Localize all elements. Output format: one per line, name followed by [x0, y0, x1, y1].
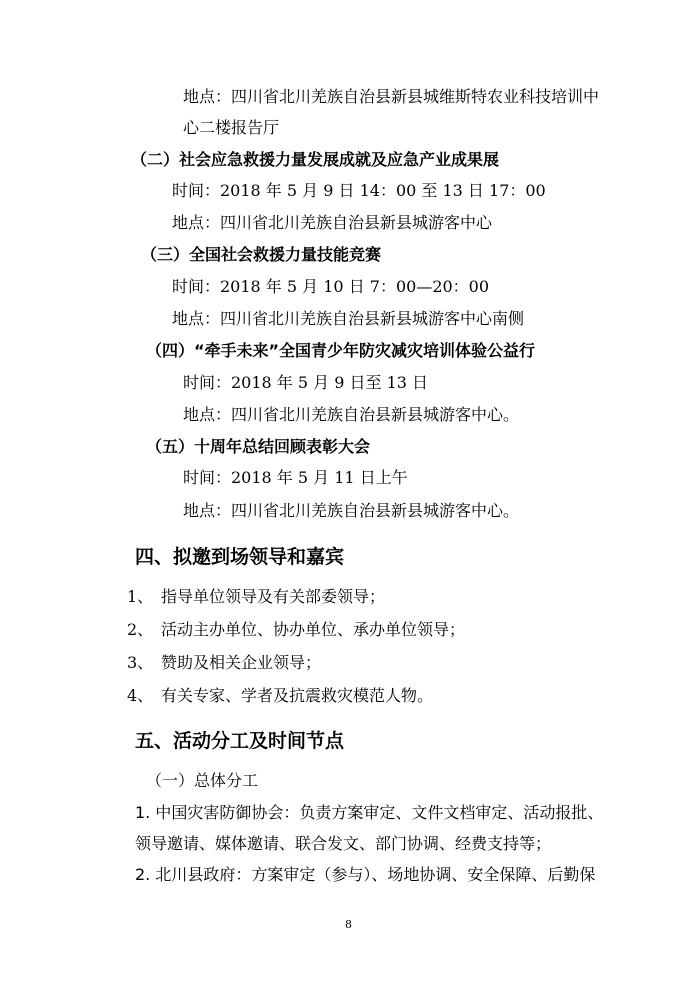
item3-location: 地点：四川省北川羌族自治县新县城游客中心南侧: [172, 309, 525, 328]
list-text: 指导单位领导及有关部委领导；: [161, 587, 386, 606]
section4-heading: 四、拟邀到场领导和嘉宾: [135, 546, 345, 568]
item5-time: 时间：2018 年 5 月 11 日上午: [183, 468, 408, 487]
page-number: 8: [345, 918, 352, 931]
list-item: [127, 652, 321, 674]
list-number: 4、: [127, 686, 154, 705]
item4-time: 时间：2018 年 5 月 9 日至 13 日: [183, 373, 429, 392]
paragraph-2-text: 方案审定（参与）、场地协调、安全保障、后勤保: [251, 865, 596, 884]
paragraph-1-cont: 领导邀请、媒体邀请、联合发文、部门协调、经费支持等；: [135, 834, 552, 853]
item2-title: （二）社会应急救援力量发展成就及应急产业成果展: [131, 150, 500, 169]
list-text: 活动主办单位、协办单位、承办单位领导；: [161, 620, 466, 639]
location-item1-line2: 心二楼报告厅: [183, 118, 280, 137]
item3-time: 时间：2018 年 5 月 10 日 7：00—20：00: [172, 277, 490, 296]
list-number: 3、: [127, 653, 154, 672]
list-item: [127, 619, 465, 641]
item5-title: （五）十周年总结回顾表彰大会: [146, 437, 371, 456]
location-item1-line1: 地点：四川省北川羌族自治县新县城维斯特农业科技培训中: [183, 87, 600, 106]
list-item: [127, 685, 433, 707]
item2-location: 地点：四川省北川羌族自治县新县城游客中心: [172, 213, 493, 232]
paragraph-2: [135, 864, 595, 886]
paragraph-1-text: 负责方案审定、文件文档审定、活动报批、: [299, 803, 604, 822]
list-item: [127, 586, 385, 608]
list-number: 2、: [127, 620, 154, 639]
paragraph-2-label: 2. 北川县政府：: [135, 865, 252, 884]
item5-location: 地点：四川省北川羌族自治县新县城游客中心。: [183, 501, 520, 520]
item4-title: （四）“牵手未来”全国青少年防灾减灾培训体验公益行: [146, 341, 536, 360]
section5-heading: 五、活动分工及时间节点: [135, 730, 345, 752]
paragraph-1: [135, 802, 603, 824]
paragraph-1-label: 1. 中国灾害防御协会：: [135, 803, 300, 822]
item3-title: （三）全国社会救援力量技能竞赛: [141, 245, 382, 264]
list-number: 1、: [127, 587, 154, 606]
list-text: 有关专家、学者及抗震救灾模范人物。: [161, 686, 434, 705]
item4-location: 地点：四川省北川羌族自治县新县城游客中心。: [183, 405, 520, 424]
list-text: 赞助及相关企业领导；: [161, 653, 322, 672]
item2-time: 时间：2018 年 5 月 9 日 14：00 至 13 日 17：00: [172, 181, 546, 200]
section5-sub1: （一）总体分工: [146, 771, 259, 790]
